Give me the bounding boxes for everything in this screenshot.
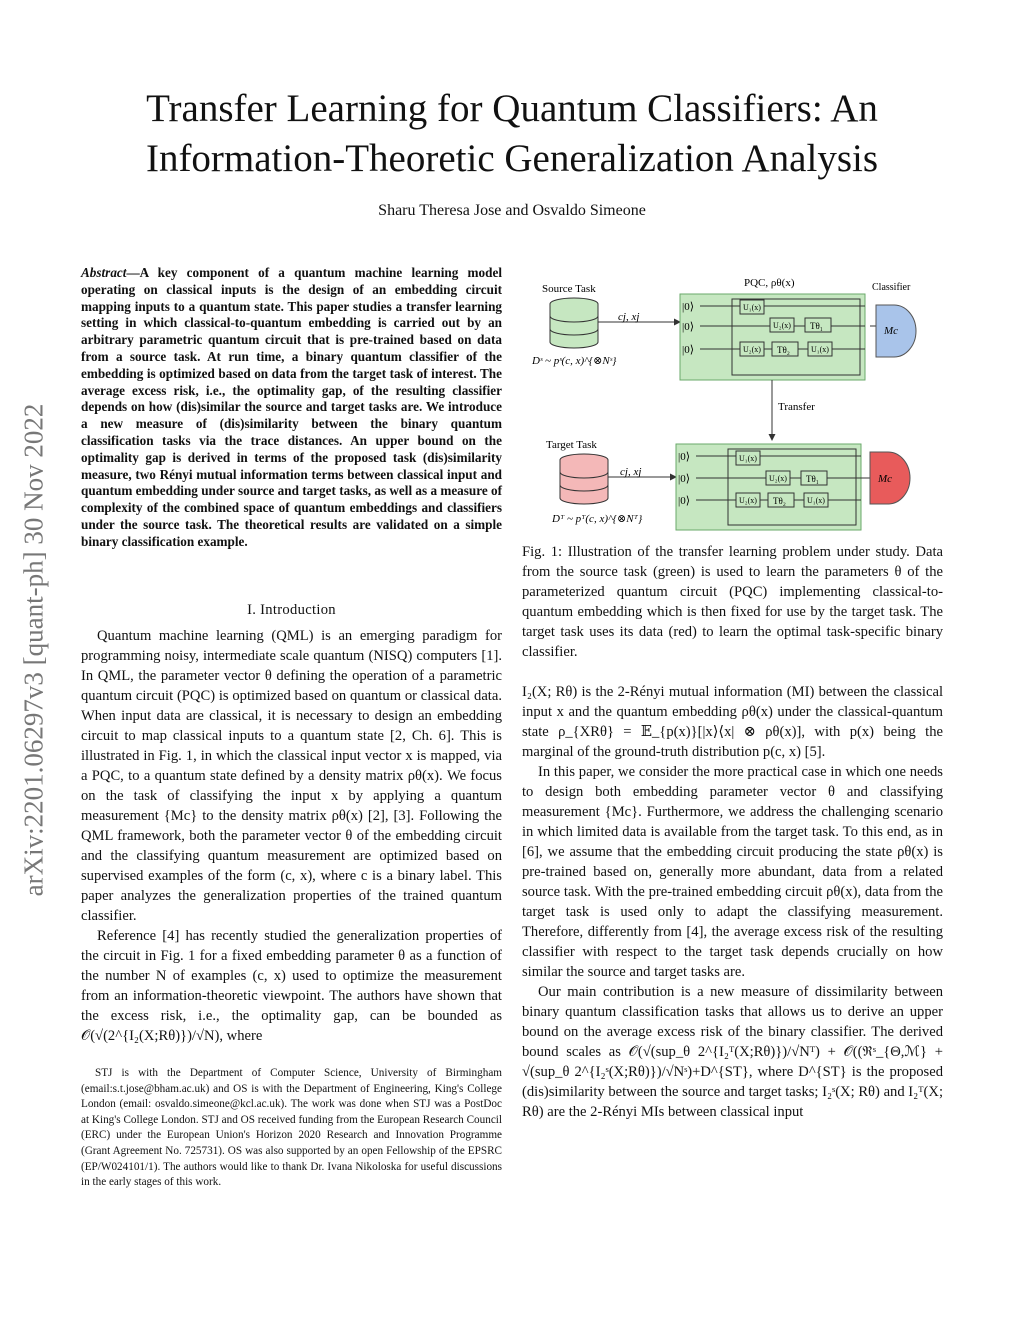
figure-1 [522,272,943,534]
gate-u2-c: U₂(x) [769,474,787,483]
col2-paragraph-1: I₂(X; Rθ) is the 2-Rényi mutual information (MI) between the classical input x and the quantum embedding ρθ(x) under the classical-quantum state ρ_{XRθ} = 𝔼_{p(x)}[|x⟩⟨x| ⊗ ρθ(x)], with p(x) being the marginal of the ground-truth distribution p(c, x) [5]. [522,684,943,760]
figure-caption: Fig. 1: Illustration of the transfer learning problem under study. Data from the source task (green) is used to learn the parameters θ of the parameterized quantum circuit (PQC) implementing classical-to-quantum embedding which is then fixed for use by the target task. The target task uses its data (red) to learn the optimal task-specific binary classifier. [522,544,943,660]
title-line-1: Transfer Learning for Quantum Classifiers: An [146,87,878,130]
section-heading: I. Introduction [247,602,336,618]
footnote [81,1066,502,1191]
arxiv-identifier: arXiv:2201.06297v3 [quant-ph] 30 Nov 2022 [18,403,49,897]
source-cx-label: cj, xj [618,311,640,323]
gate-t2-c: Tθ₂ [773,496,786,506]
ket0-5: |0⟩ [678,473,690,485]
intro-paragraph-2: Reference [4] has recently studied the generalization properties of the circuit in Fig. 1 for a fixed embedding parameter θ as a function of the number N of examples (c, x) used to optimize the measurement from an information-theoretic viewpoint. The authors have shown that the excess risk, i.e., the optimality gap, can be bounded as 𝒪(√(2^{I₂(X;Rθ)})/√N), where [81,928,502,1044]
target-task-label: Target Task [546,439,597,451]
pqc-label: PQC, ρθ(x) [744,277,795,289]
abstract [81,265,502,551]
target-dataset-label: Dᵀ ~ pᵀ(c, x)^{⊗Nᵀ} [552,513,643,525]
ket0-3: |0⟩ [682,344,694,356]
classifier-label: Classifier [872,282,911,293]
intro-paragraph-1: Quantum machine learning (QML) is an emerging paradigm for programming noisy, intermediate scale quantum (NISQ) computers [1]. In QML, the parameter vector θ defining the operation of a parametric quantum circuit (PQC) is optimized based on quantum or classical data. When input data are classical, it is necessary to design an embedding circuit to map classical inputs to a quantum state [2, Ch. 6]. This is illustrated in Fig. 1, in which the classical input vector x is mapped, via a PQC, to a quantum state defined by a density matrix ρθ(x). We focus on the task of classifying the input x by applying a quantum measurement {Mc} to the density matrix ρθ(x) [2], [3]. Following the QML framework, both the parameter vector θ of the embedding circuit and the classifying quantum measurement are optimized based on supervised examples of the form (c, x), where c is a binary label. This paper analyzes the generalization properties of the trained quantum classifier. [81,628,502,924]
gate-t1: Tθ₁ [810,321,823,331]
gate-u2-d: U₂(x) [739,496,757,505]
source-mc: Mc [884,325,899,337]
gate-u1-b: U₁(x) [811,345,829,354]
ket0-4: |0⟩ [678,451,690,463]
abstract-text: —A key component of a quantum machine learning model operating on classical inputs is the design of an embedding circuit mapping inputs to a quantum state. This paper studies a transfer learning setting in which classical-to-quantum embedding is carried out by an arbitrary parametric quantum circuit that is pre-trained based on data from a source task. At run time, a binary quantum classifier of the embedding is optimized based on data from the target task of interest. The average excess risk, i.e., the optimality gap, of the resulting classifier depends on how (dis)similar the source and target tasks are. We introduce a new measure of (dis)similarity between the binary quantum classification tasks via the trace distances. An upper bound on the optimality gap is derived in terms of the proposed task (dis)similarity measure, two Rényi mutual information terms between classical input and quantum embedding under source and target tasks, as well as a measure of complexity of the combined space of quantum embeddings and classifiers under the source task. The theoretical results are validated on a simple binary classification example. [81,265,502,549]
gate-t2: Tθ₂ [777,345,790,355]
source-task-label: Source Task [542,283,596,295]
gate-u2: U₂(x) [773,321,791,330]
ket0-2: |0⟩ [682,321,694,333]
target-pqc-circuit [676,444,870,530]
authors: Sharu Theresa Jose and Osvaldo Simeone [378,202,646,219]
target-mc: Mc [878,473,893,485]
right-column [522,682,943,1122]
target-classifier [870,452,910,504]
gate-u1-d: U₁(x) [807,496,825,505]
ket0-6: |0⟩ [678,495,690,507]
gate-t1-c: Tθ₁ [806,474,819,484]
gate-u1: U₁(x) [743,303,761,312]
footnote-text: STJ is with the Department of Computer Science, University of Birmingham (email:s.t.jose@bham.ac.uk) and OS is with the Department of Engineering, King's College London (email: osvaldo.simeone@kcl.ac.uk). The work was done when STJ was a PostDoc at King's College London. STJ and OS received funding from the European Research Council (ERC) under the European Union's Horizon 2020 Research and Innovation Programme (Grant Agreement No. 725731). OS was also supported by an open Fellowship of the EPSRC (EP/W024101/1). The authors would like to thank Dr. Ivana Nikoloska for useful discussions in the early stages of this work. [81,1067,502,1189]
abstract-label: Abstract [81,265,127,280]
intro-column [81,590,502,1046]
title-line-2: Information-Theoretic Generalization Analysis [145,137,879,180]
target-cx-label: cj, xj [620,466,642,478]
target-database-icon [560,454,608,504]
figure-1-diagram [522,272,943,534]
transfer-label: Transfer [778,401,815,413]
ket0-1: |0⟩ [682,301,694,313]
source-pqc-circuit [680,294,876,380]
source-database-icon [550,298,598,348]
arxiv-sidebar [14,330,54,970]
gate-u1-c: U₁(x) [739,454,757,463]
col2-paragraph-2: In this paper, we consider the more practical case in which one needs to design both embedding parameter vector θ and classifying measurement {Mc}. Furthermore, we address the challenging scenario in which limited data is available from the target task. To this end, as in [6], we assume that the embedding circuit producing the state ρθ(x) is pre-trained based on, generally more abundant, data from a related source task. With the pre-trained embedding circuit ρθ(x), data from the target task is used only to adapt the classifying measurement. Therefore, differently from [4], the average excess risk of the resulting classifier with respect to the target task depends crucially on how similar the source and target tasks are. [522,764,943,980]
source-classifier [876,305,916,357]
gate-u2-b: U₂(x) [743,345,761,354]
col2-paragraph-3: Our main contribution is a new measure of dissimilarity between binary quantum classification tasks that allows us to derive an upper bound on the average excess risk of the binary classifier. The derived bound scales as 𝒪(√(sup_θ 2^{I₂ᵀ(X;Rθ)})/√Nᵀ) + 𝒪((ℜˢ_{Θ,ℳ} + √(sup_θ 2^{I₂ˢ(X;Rθ)})/√Nˢ)+D^{ST}, where D^{ST} is the proposed (dis)similarity between the source and target tasks; I₂ˢ(X; Rθ) and I₂ᵀ(X; Rθ) are the 2-Rényi MIs between classical input [522,984,943,1120]
source-dataset-label: Dˢ ~ pˢ(c, x)^{⊗Nˢ} [532,355,617,367]
paper-title [0,84,1024,184]
